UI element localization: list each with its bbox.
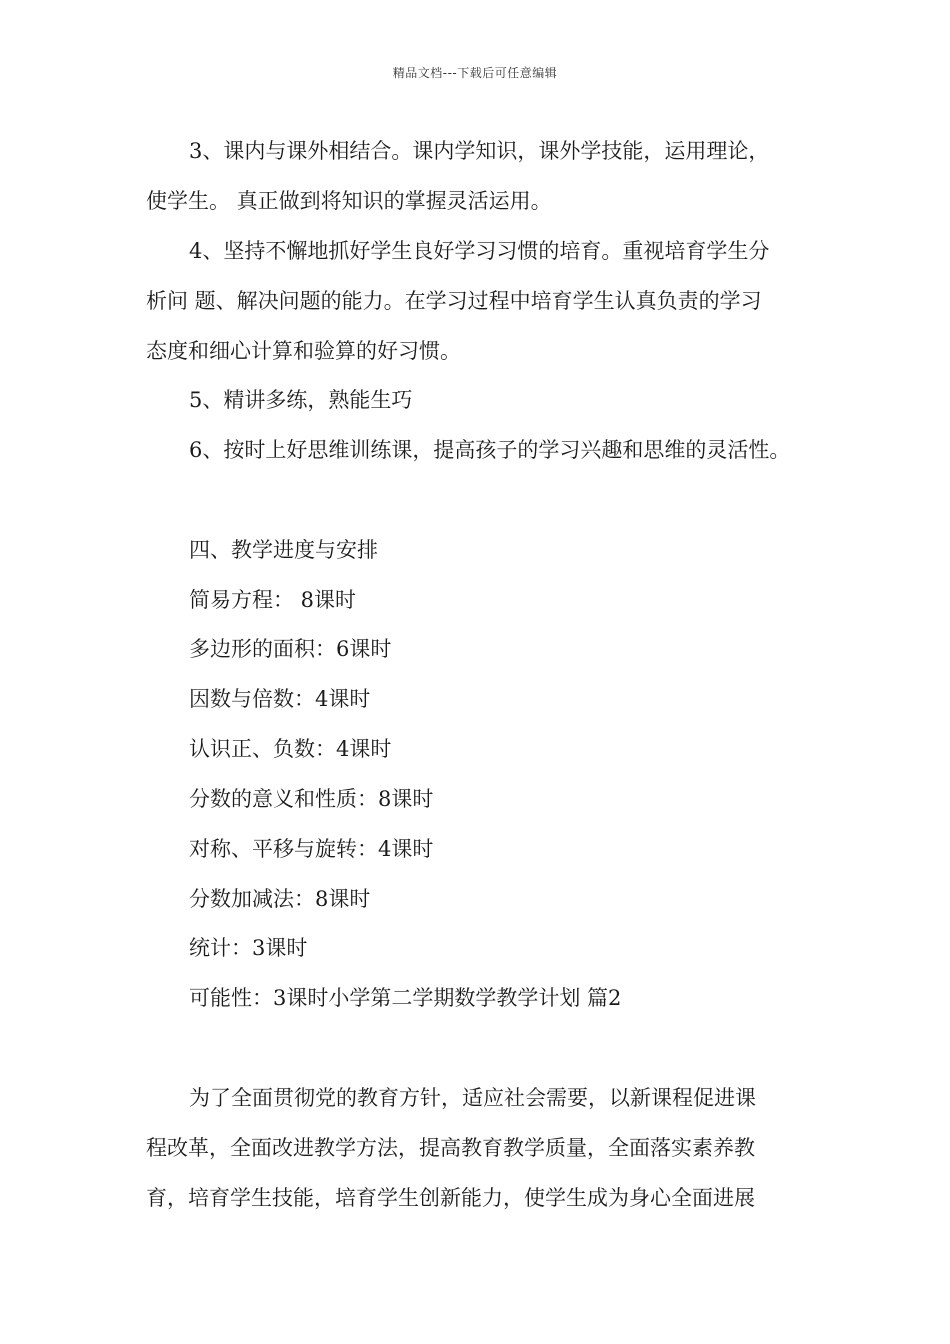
page-header: 精品文档---下载后可任意编辑 <box>392 66 558 80</box>
paragraph-line: 5、精讲多练，熟能生巧 <box>189 388 413 412</box>
schedule-item: 分数的意义和性质：8课时 <box>189 787 434 811</box>
schedule-item: 分数加减法：8课时 <box>189 887 371 911</box>
paragraph-line: 态度和细心计算和验算的好习惯。 <box>146 339 461 363</box>
paragraph-line: 6、按时上好思维训练课，提高孩子的学习兴趣和思维的灵活性。 <box>189 438 791 462</box>
paragraph-line: 4、坚持不懈地抓好学生良好学习习惯的培育。重视培育学生分 <box>189 239 770 263</box>
schedule-item: 多边形的面积：6课时 <box>189 637 392 661</box>
schedule-item: 可能性：3课时小学第二学期数学教学计划 篇2 <box>189 986 622 1010</box>
section-heading: 四、教学进度与安排 <box>189 538 378 562</box>
schedule-item: 认识正、负数：4课时 <box>189 737 392 761</box>
schedule-item: 简易方程： 8课时 <box>189 588 357 612</box>
schedule-item: 统计：3课时 <box>189 936 308 960</box>
schedule-item: 对称、平移与旋转：4课时 <box>189 837 434 861</box>
paragraph-line: 3、课内与课外相结合。课内学知识，课外学技能，运用理论， <box>189 139 770 163</box>
paragraph-line: 为了全面贯彻党的教育方针，适应社会需要，以新课程促进课 <box>189 1086 756 1110</box>
paragraph-line: 程改革，全面改进教学方法，提高教育教学质量，全面落实素养教 <box>146 1136 755 1160</box>
schedule-item: 因数与倍数：4课时 <box>189 687 371 711</box>
paragraph-line: 使学生。 真正做到将知识的掌握灵活运用。 <box>146 189 552 213</box>
paragraph-line: 析问 题、解决问题的能力。在学习过程中培育学生认真负责的学习 <box>146 289 762 313</box>
paragraph-line: 育，培育学生技能，培育学生创新能力，使学生成为身心全面进展 <box>146 1186 755 1210</box>
